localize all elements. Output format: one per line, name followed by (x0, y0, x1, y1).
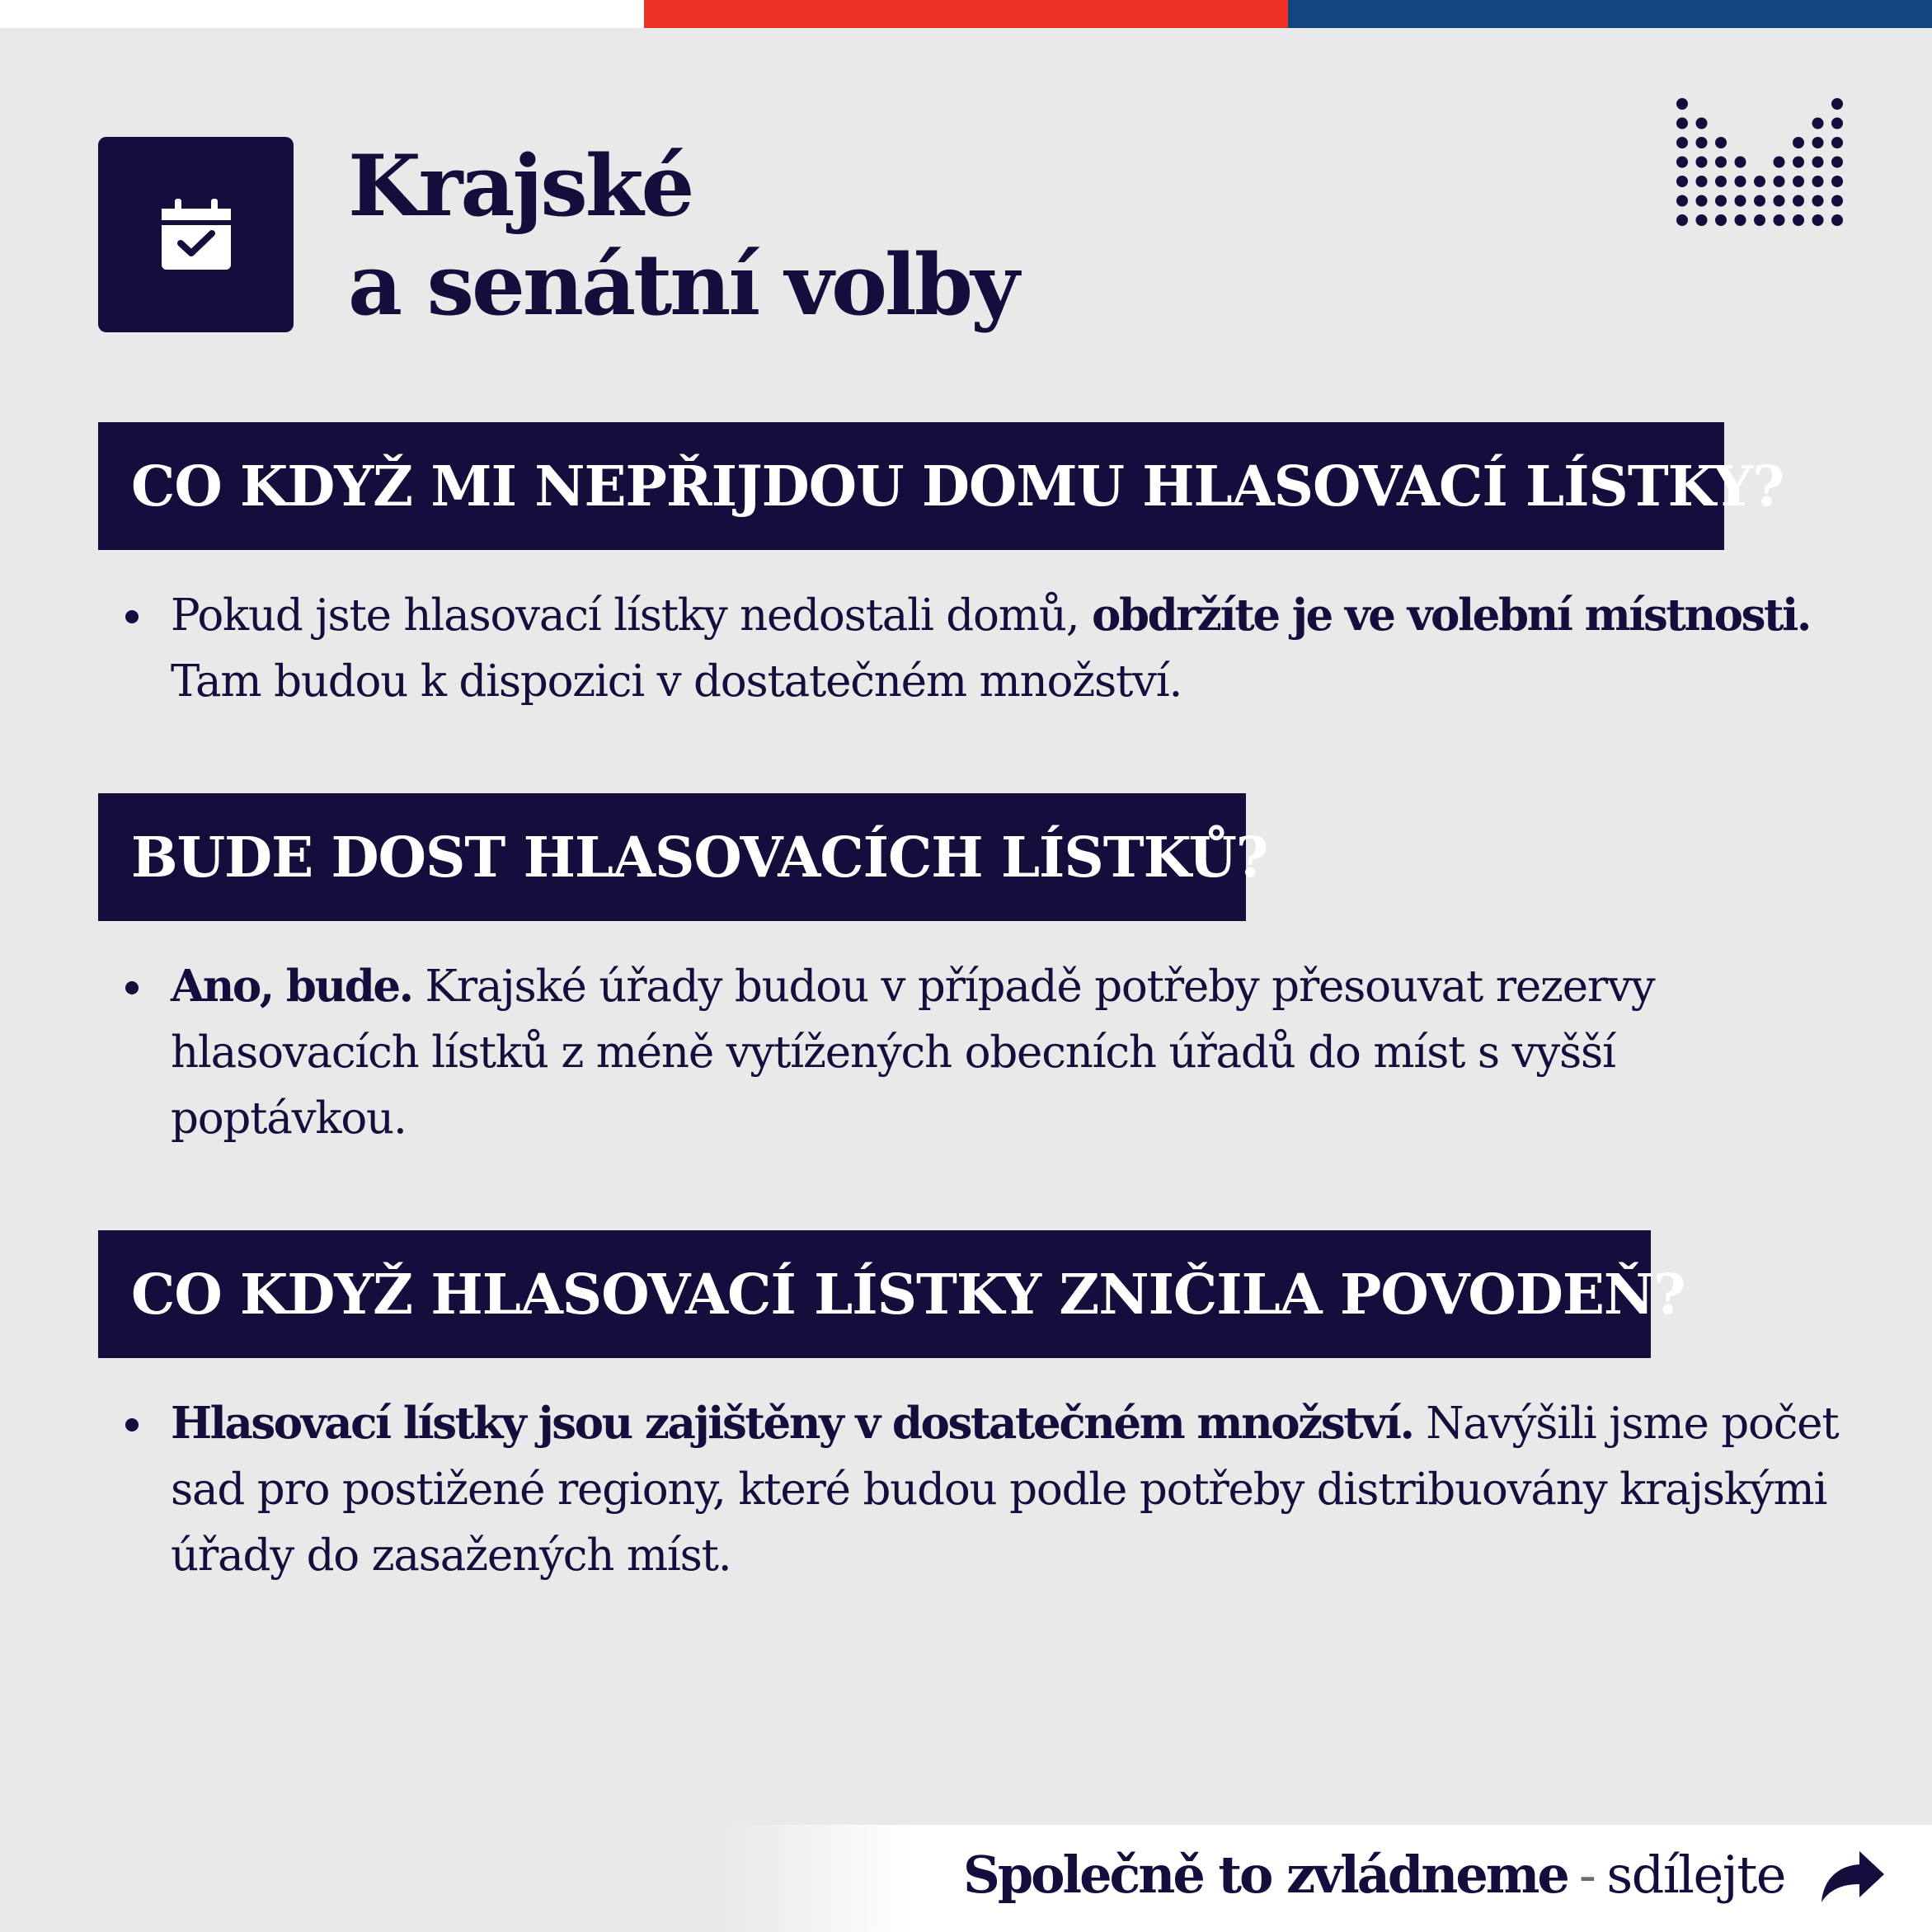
logo-dot (1696, 176, 1708, 187)
logo-dot (1676, 137, 1688, 148)
logo-dot (1715, 137, 1727, 148)
logo-dot (1735, 176, 1746, 187)
text-rest: Navýšili jsme počet sad pro postižené regiony, které budou podle potřeby distribuovány krajskými úřady do zasažených míst. (171, 1398, 1839, 1581)
logo-dot (1735, 157, 1746, 168)
logo-dot (1831, 176, 1843, 187)
logo-dot (1793, 157, 1804, 168)
logo-dot (1676, 98, 1688, 110)
logo-dot (1676, 118, 1688, 129)
section-body-2 (120, 953, 1843, 1152)
section-heading-3 (98, 1230, 1685, 1358)
logo-dot (1831, 137, 1843, 148)
logo-dot (1676, 214, 1688, 226)
logo-dot (1715, 195, 1727, 207)
flag-white-stripe (0, 0, 644, 28)
share-link[interactable]: sdílejte (1606, 1845, 1785, 1905)
logo-dot (1696, 137, 1708, 148)
logo-dot (1774, 195, 1785, 207)
section-heading-2 (98, 793, 1268, 921)
bullet (125, 981, 139, 994)
logo-dot (1774, 176, 1785, 187)
logo-dot (1676, 195, 1688, 207)
dotted-m-logo (1672, 94, 1854, 234)
flag-bar (0, 0, 1932, 28)
section-body-1 (120, 582, 1843, 715)
logo-dot (1812, 214, 1824, 226)
logo-dot (1754, 214, 1765, 226)
logo-dot (1774, 157, 1785, 168)
text-bold: Hlasovací lístky jsou zajištěny v dostatečném množství. (171, 1398, 1413, 1449)
logo-dot (1831, 157, 1843, 168)
footer-separator: - (1578, 1845, 1596, 1905)
calendar-check-icon (98, 137, 294, 332)
section-heading-1 (98, 422, 1784, 550)
logo-dot (1676, 157, 1688, 168)
section-text-1 (171, 582, 1843, 715)
logo-dot (1715, 214, 1727, 226)
section-text-3 (171, 1390, 1843, 1589)
logo-dot (1793, 195, 1804, 207)
logo-dot (1831, 118, 1843, 129)
logo-dot (1774, 214, 1785, 226)
logo-dot (1715, 157, 1727, 168)
section-heading-3-text: CO KDYŽ HLASOVACÍ LÍSTKY ZNIČILA POVODEŇ? (131, 1262, 1685, 1327)
flag-red-stripe (644, 0, 1288, 28)
footer-slogan: Společně to zvládneme (963, 1845, 1568, 1905)
logo-dot (1831, 214, 1843, 226)
text-bold: obdržíte je ve volební místnosti. (1092, 590, 1810, 641)
text-rest: Tam budou k dispozici v dostatečném množství. (171, 656, 1182, 707)
logo-dot (1715, 176, 1727, 187)
flag-blue-stripe (1288, 0, 1932, 28)
bullet (125, 1418, 139, 1431)
logo-dot (1676, 176, 1688, 187)
logo-dot (1812, 118, 1824, 129)
text-lead: Pokud jste hlasovací lístky nedostali domů, (171, 590, 1093, 641)
logo-dot (1812, 195, 1824, 207)
share-arrow-icon[interactable] (1820, 1850, 1886, 1904)
page-title (348, 137, 1017, 335)
section-heading-1-text: CO KDYŽ MI NEPŘIJDOU DOMU HLASOVACÍ LÍSTKY? (131, 454, 1784, 519)
logo-dot (1696, 118, 1708, 129)
footer (0, 1825, 1932, 1932)
logo-dot (1696, 195, 1708, 207)
logo-dot (1754, 195, 1765, 207)
title-line-2: a senátní volby (348, 236, 1018, 335)
title-line-1: Krajské (348, 137, 693, 236)
logo-dot (1812, 137, 1824, 148)
logo-dot (1831, 98, 1843, 110)
section-text-2 (171, 953, 1843, 1152)
logo-dot (1793, 176, 1804, 187)
logo-dot (1696, 214, 1708, 226)
section-heading-2-text: BUDE DOST HLASOVACÍCH LÍSTKŮ? (131, 825, 1268, 890)
bullet (125, 610, 139, 623)
section-body-3 (120, 1390, 1843, 1589)
text-rest: Krajské úřady budou v případě potřeby přesouvat rezervy hlasovacích lístků z méně vytížených obecních úřadů do míst s vyšší poptávkou. (171, 961, 1655, 1144)
header (98, 137, 1017, 335)
logo-dot (1793, 214, 1804, 226)
logo-dot (1831, 195, 1843, 207)
logo-dot (1793, 137, 1804, 148)
text-bold: Ano, bude. (171, 961, 412, 1012)
logo-dot (1812, 157, 1824, 168)
logo-dot (1735, 214, 1746, 226)
footer-text (963, 1845, 1785, 1905)
logo-dot (1812, 176, 1824, 187)
logo-dot (1696, 157, 1708, 168)
logo-dot (1754, 176, 1765, 187)
logo-dot (1735, 195, 1746, 207)
